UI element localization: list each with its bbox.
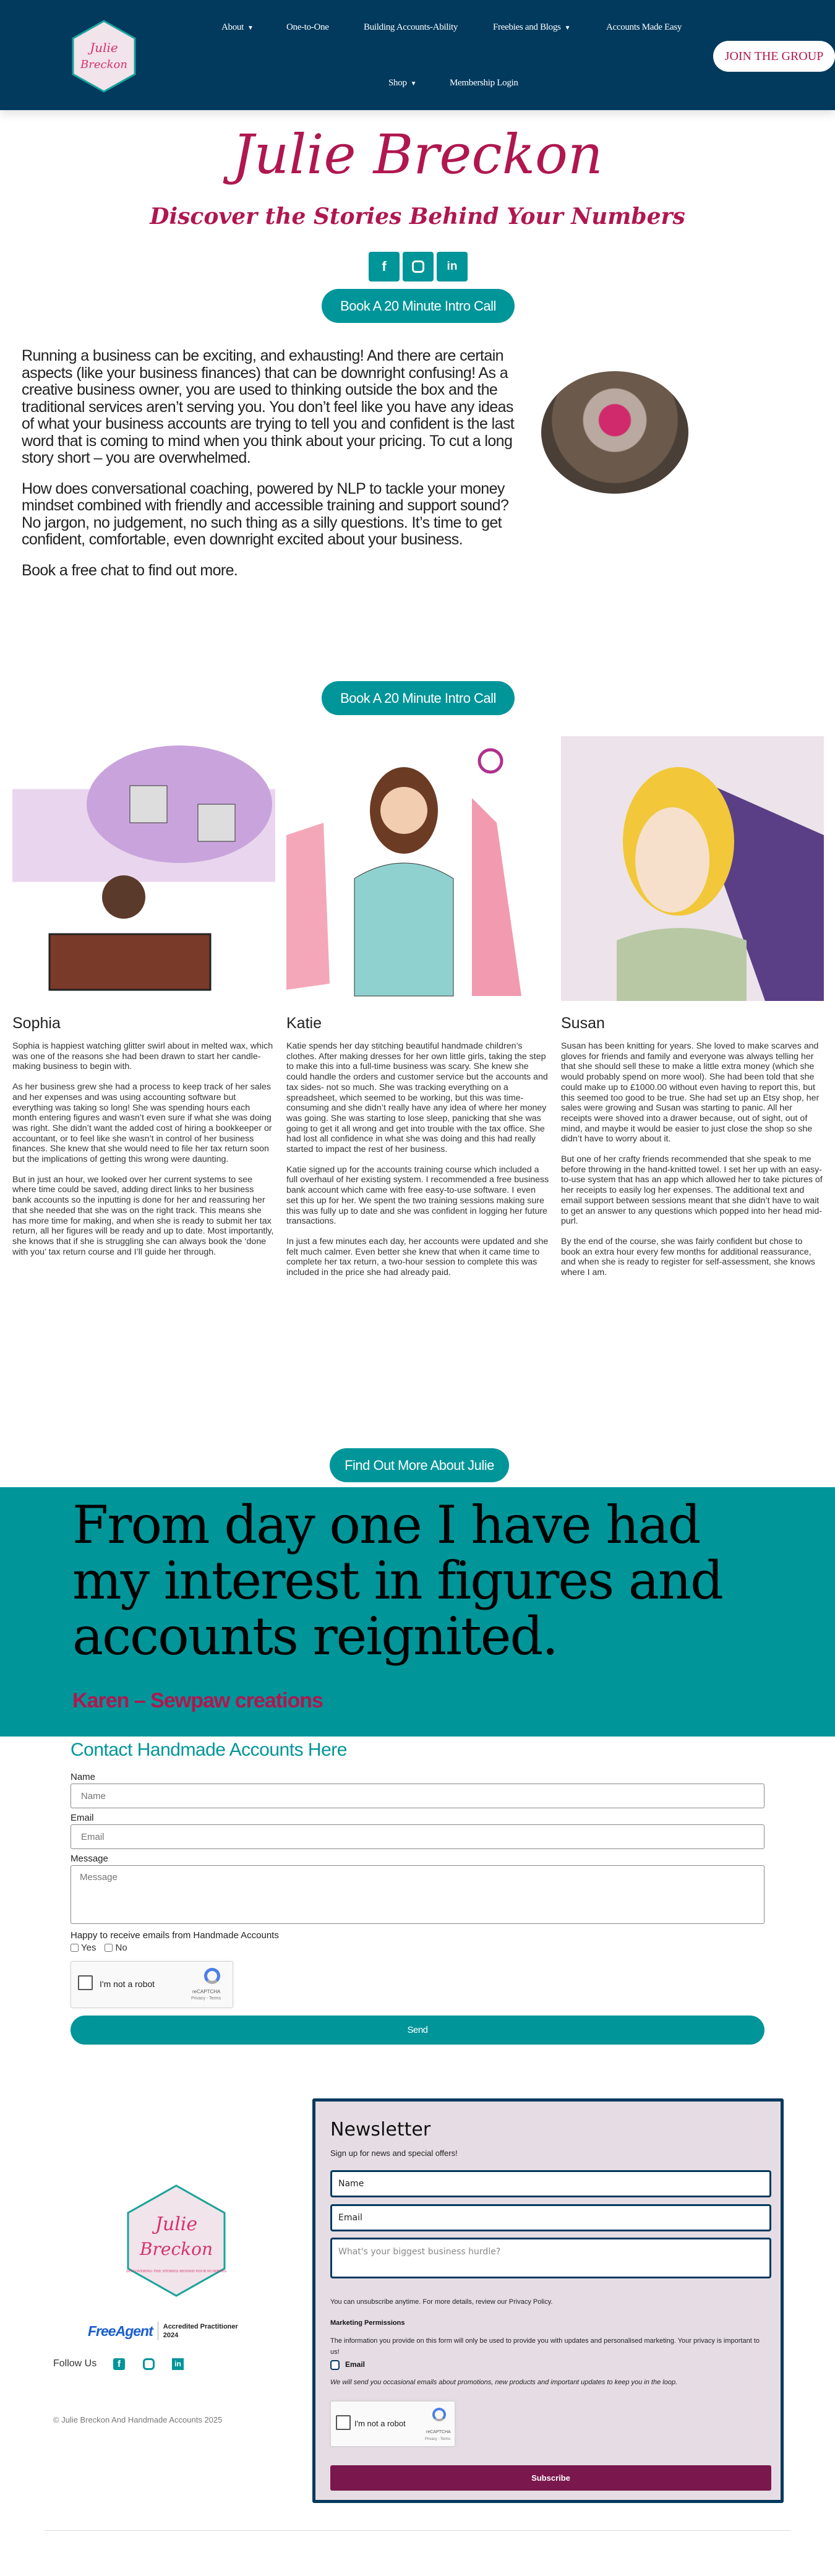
nav-about[interactable] [221, 22, 254, 33]
send-button[interactable]: Send [71, 2016, 764, 2045]
recaptcha-label: I'm not a robot [100, 1979, 155, 1989]
intro-text [22, 348, 516, 593]
recaptcha-links[interactable]: Privacy - Terms [425, 2437, 451, 2441]
badge-year: 2024 [163, 2332, 179, 2339]
consent-yes-checkbox[interactable] [71, 1944, 79, 1952]
story-sophia [12, 1015, 275, 1267]
chevron-down-icon: ▼ [410, 80, 417, 87]
facebook-icon[interactable]: f [369, 252, 400, 281]
testimonial-quote: From day one I have had my interest in figures and accounts reignited. [72, 1495, 722, 1667]
story-paragraph: As her business grew she had a process to keep track of her sales and her expenses and was using accounting software but everything was taking so long! She was spending hours each month entering figures and wasn’t even sure if what she was doing was right. She didn’t want the added cost of hiring a bookkeeper or accountant, or to feel like she wasn’t in control of her business finances. She knew that she would need to file her tax return soon but the implications of getting this wrong were daunting. [12, 1082, 272, 1165]
nav-one-to-one[interactable]: One-to-One [286, 22, 329, 32]
hero-title: Julie Breckon [232, 122, 603, 186]
chevron-down-icon: ▼ [247, 25, 254, 32]
no-label: No [115, 1943, 127, 1953]
newsletter-form [312, 2098, 784, 2503]
footer-logo [124, 2182, 229, 2299]
footer-linkedin-icon[interactable]: in [172, 2358, 184, 2370]
footer-facebook-icon[interactable]: f [113, 2358, 125, 2370]
contact-heading: Contact Handmade Accounts Here [71, 1740, 347, 1760]
freeagent-logo: FreeAgent [88, 2322, 153, 2339]
email-label: Email [71, 1813, 94, 1823]
recaptcha-logo-icon [204, 1968, 220, 1984]
nav-label: Freebies and Blogs [493, 22, 561, 32]
message-label: Message [71, 1853, 108, 1864]
recaptcha-checkbox[interactable] [78, 1975, 93, 1990]
story-paragraph: Sophia is happiest watching glitter swirl about in melted wax, which was one of the reasons she had been drawn to start her candle-making business to begin with. [12, 1041, 273, 1072]
permissions-title: Marketing Permissions [330, 2319, 405, 2327]
julie-portrait-photo [541, 371, 688, 494]
recaptcha-label: I'm not a robot [354, 2419, 406, 2428]
story-paragraph: Katie spends her day stitching beautiful handmade children’s clothes. After making dresses for her own little girls, taking the step to make this into a full-time business was scary. She knew she could handle the orders and customer service but the accounts and tax sides- not so much. She was tracking everything on a spreadsheet, which seemed to be working, but this was time-consuming and she didn’t really have any idea of where her money was going. She was starting to lose sleep, panicking that she was going to get it all wrong and get into trouble with the tax office. She had lost all confidence in what she was doing and this had really started to impact the rest of her business. [286, 1041, 548, 1155]
newsletter-subtitle: Sign up for news and special offers! [330, 2149, 458, 2158]
story-paragraph: But in just an hour, we looked over her current systems to see where time could be saved, adding direct links to her business bank accounts so the inputting is done for her and reassuring her that she needed that she was on the right track. This means she has more time for making, and when she is ready to submit her tax return, all her figures will be ready and up to date. Most importantly, she knows that if she is struggling she can always book the ‘done with you’ tax return course and I’ll guide her through. [12, 1174, 274, 1257]
story-susan [561, 1015, 824, 1288]
consent-options [71, 1943, 127, 1953]
footer-instagram-icon[interactable] [143, 2358, 155, 2370]
badge-title: Accredited Practitioner [163, 2323, 238, 2330]
hero-subtitle: Discover the Stories Behind Your Numbers [150, 204, 685, 230]
nav-label: About [221, 22, 244, 32]
newsletter-hurdle-input[interactable]: What's your biggest business hurdle? [330, 2238, 771, 2278]
follow-us-label: Follow Us [53, 2358, 97, 2369]
consent-label: Happy to receive emails from Handmade Accounts [71, 1930, 279, 1941]
newsletter-recaptcha [330, 2401, 455, 2447]
recaptcha-brand: reCAPTCHA [426, 2430, 451, 2434]
intro-paragraph: How does conversational coaching, powered by NLP to tackle your money mindset combined with friendly and accessible training and support sound? No jargon, no judgement, no such thing as a silly questions. It’s time to get confident, comfortable, even downright excited about your business. [22, 479, 509, 548]
footer-divider [45, 2530, 790, 2531]
intro-paragraph: Book a free chat to find out more. [22, 561, 238, 579]
story-paragraph: Katie signed up for the accounts training course which included a full overhaul of her existing system. I recommended a free business bank account which came with free easy-to-use software. I even set this up for her. We spent the two training sessions making sure this was fully up to date and she was confident in logging her future transactions. [286, 1164, 549, 1227]
contact-email-input[interactable] [71, 1824, 764, 1849]
story-paragraph: By the end of the course, she was fairly confident but chose to book an extra hour every few months for additional reassurance, and when she is ready to register for self-assessment, she knows where I am. [561, 1236, 815, 1278]
recaptcha-checkbox[interactable] [336, 2415, 351, 2430]
find-out-more-button[interactable]: Find Out More About Julie [330, 1448, 509, 1482]
recaptcha-brand: reCAPTCHA [192, 1989, 221, 1994]
intro-paragraph: Running a business can be exciting, and exhausting! And there are certain aspects (like your business finances) that can be downright confusing! As a creative business owner, you are used to thinking outside the box and the traditional services aren’t serving you. You don’t feel like you have any ideas of what your business accounts are trying to tell you and confident is the last word that is coming to mind when you think about your pricing. To cut a long story short – you are overwhelmed. [22, 347, 515, 466]
story-paragraph: Susan has been knitting for years. She loved to make scarves and gloves for friends and family and everyone was always telling her that she should sell these to make a little extra money (which she would probably spend on more wool). She had been told that she could make up to £1000.00 without even having to report this, but this seemed too good to be true. She had set up an Etsy shop, her sales were growing and Susan was starting to panic. All her receipts were shoved into a drawer because, out of sight, out of mind, and maybe it would be easier to just close the shop so she didn’t have to worry about it. [561, 1041, 820, 1144]
site-header [0, 0, 835, 110]
svg-text:Breckon: Breckon [80, 58, 127, 71]
nav-shop[interactable] [388, 78, 416, 88]
svg-text:Julie: Julie [90, 40, 118, 55]
newsletter-title: Newsletter [330, 2119, 431, 2140]
svg-text:Julie: Julie [155, 2213, 198, 2235]
svg-text:DISCOVERING THE STORIES BEHIND: DISCOVERING THE STORIES BEHIND YOUR NUMBERS [126, 2270, 226, 2273]
email-permission-checkbox[interactable] [330, 2360, 340, 2370]
unsubscribe-note: You can unsubscribe anytime. For more details, review our Privacy Policy. [330, 2298, 553, 2306]
svg-text:Breckon: Breckon [139, 2239, 213, 2259]
newsletter-name-input[interactable]: Name [330, 2170, 771, 2197]
freeagent-badge [88, 2322, 238, 2340]
name-label: Name [71, 1772, 96, 1782]
story-name: Sophia [12, 1015, 61, 1032]
book-intro-call-button-2[interactable]: Book A 20 Minute Intro Call [322, 681, 515, 715]
nav-freebies-blogs[interactable] [493, 22, 570, 33]
nav-building-accounts-ability[interactable]: Building Accounts-Ability [364, 22, 458, 32]
recaptcha-links[interactable]: Privacy - Terms [191, 1996, 221, 2001]
susan-illustration [561, 736, 824, 1001]
newsletter-email-input[interactable]: Email [330, 2204, 771, 2231]
story-name: Susan [561, 1015, 605, 1032]
email-permission-desc: We will send you occasional emails about promotions, new products and important updates to keep you in the loop. [330, 2379, 678, 2386]
nav-membership-login[interactable]: Membership Login [450, 78, 518, 88]
email-permission-label: Email [345, 2360, 366, 2369]
sophia-illustration [12, 736, 275, 1001]
story-paragraph: But one of her crafty friends recommended that she speak to me before throwing in the hand-knitted towel. I set her up with an easy-to-use system that has an app which allowed her to take pictures of her receipts to easily log her expenses. The additional text and email support between sessions meant that she didn’t have to wait to get an answer to any questions which popped into her head mid-purl. [561, 1154, 823, 1227]
recaptcha-logo-icon [432, 2408, 446, 2421]
nav-accounts-made-easy[interactable]: Accounts Made Easy [606, 22, 682, 32]
story-katie [286, 1015, 549, 1288]
subscribe-button[interactable]: Subscribe [330, 2465, 771, 2491]
story-name: Katie [286, 1015, 322, 1032]
chevron-down-icon: ▼ [564, 25, 571, 32]
testimonial-author: Karen – Sewpaw creations [72, 1689, 323, 1712]
recaptcha-widget [71, 1961, 233, 2008]
nav-label: Shop [388, 78, 407, 88]
permissions-text: The information you provide on this form will only be used to provide you with updates and personalised marketing. Your privacy is important to us! [330, 2337, 760, 2356]
katie-illustration [286, 736, 549, 1001]
linkedin-icon[interactable]: in [437, 252, 468, 281]
copyright: © Julie Breckon And Handmade Accounts 2025 [53, 2415, 223, 2424]
yes-label: Yes [81, 1943, 96, 1953]
join-group-button[interactable]: JOIN THE GROUP [713, 41, 835, 72]
contact-name-input[interactable] [71, 1784, 764, 1808]
consent-no-checkbox[interactable] [105, 1944, 113, 1952]
book-intro-call-button[interactable]: Book A 20 Minute Intro Call [322, 289, 515, 323]
instagram-icon[interactable] [403, 252, 434, 281]
site-logo[interactable] [72, 20, 136, 93]
story-paragraph: In just a few minutes each day, her accounts were updated and she felt much calmer. Even better she knew that when it came time to complete her tax return, a two-hour session to complete this was included in the price she had already paid. [286, 1236, 549, 1278]
contact-message-input[interactable] [71, 1865, 764, 1924]
